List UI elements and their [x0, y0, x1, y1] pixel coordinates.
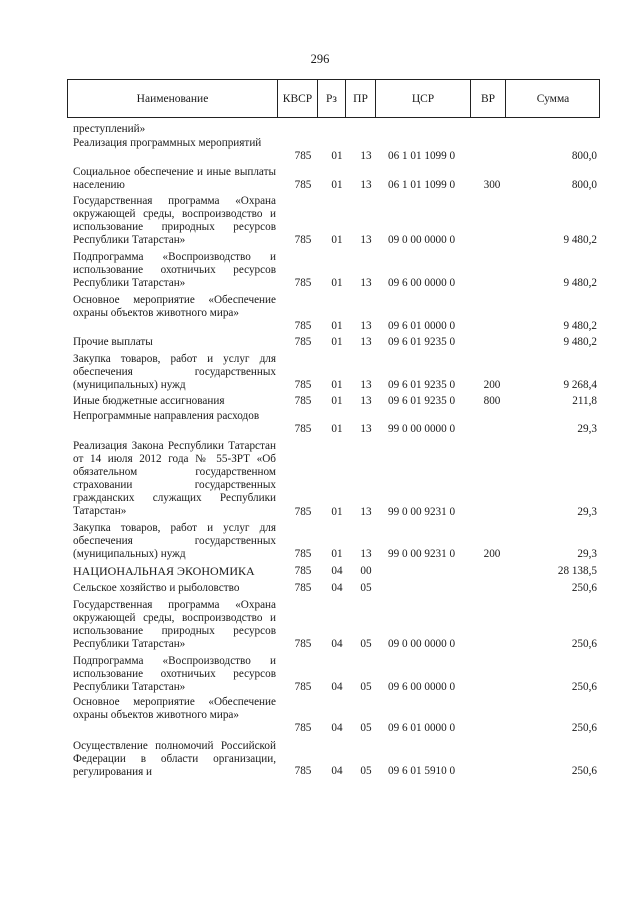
row-name: Закупка товаров, работ и услуг для обеспечения государственных (муниципальных) нужд	[73, 353, 276, 391]
row-kvsr: 785	[294, 638, 312, 650]
row-name: Основное мероприятие «Обеспечение охраны объектов животного мира»	[73, 294, 276, 319]
row-csr: 09 6 01 9235 0	[388, 379, 456, 391]
row-name: Иные бюджетные ассигнования	[73, 395, 225, 407]
row-kvsr: 785	[294, 765, 312, 777]
row-rz: 01	[331, 395, 343, 407]
header-csr: ЦСР	[376, 80, 471, 117]
row-kvsr: 785	[294, 582, 312, 594]
row-kvsr: 785	[294, 506, 312, 518]
row-sum: 29,3	[577, 423, 597, 435]
row-csr: 09 0 00 0000 0	[388, 234, 456, 246]
header-kvsr: КВСР	[278, 80, 318, 117]
row-csr: 06 1 01 1099 0	[388, 150, 456, 162]
row-name: Государственная программа «Охрана окружающей среды, воспроизводство и использование природных ресурсов Республики Татарстан»	[73, 599, 276, 650]
row-kvsr: 785	[294, 379, 312, 391]
row-rz: 04	[331, 765, 343, 777]
row-csr: 09 6 01 9235 0	[388, 395, 456, 407]
row-vr: 300	[483, 179, 501, 191]
row-name: Реализация программных мероприятий	[73, 137, 262, 149]
row-csr: 99 0 00 0000 0	[388, 423, 456, 435]
row-vr: 200	[483, 379, 501, 391]
row-sum: 800,0	[571, 150, 597, 162]
row-sum: 9 480,2	[563, 277, 597, 289]
page-number: 296	[310, 52, 330, 66]
row-name: Государственная программа «Охрана окружающей среды, воспроизводство и использование природных ресурсов Республики Татарстан»	[73, 195, 276, 246]
row-vr: 200	[483, 548, 501, 560]
row-pr: 13	[360, 506, 372, 518]
row-name: Подпрограмма «Воспроизводство и использование охотничьих ресурсов Республики Татарстан»	[73, 655, 276, 693]
row-kvsr: 785	[294, 277, 312, 289]
row-sum: 29,3	[577, 548, 597, 560]
row-pr: 13	[360, 277, 372, 289]
row-pr: 13	[360, 336, 372, 348]
row-name: преступлений»	[73, 123, 146, 135]
row-csr: 09 6 00 0000 0	[388, 681, 456, 693]
row-rz: 01	[331, 179, 343, 191]
row-kvsr: 785	[294, 150, 312, 162]
row-csr: 09 6 01 0000 0	[388, 320, 456, 332]
row-name: Подпрограмма «Воспроизводство и использование охотничьих ресурсов Республики Татарстан»	[73, 251, 276, 289]
header-rz: Рз	[318, 80, 346, 117]
row-kvsr: 785	[294, 336, 312, 348]
row-csr: 09 6 01 9235 0	[388, 336, 456, 348]
row-rz: 01	[331, 548, 343, 560]
row-csr: 06 1 01 1099 0	[388, 179, 456, 191]
row-kvsr: 785	[294, 423, 312, 435]
row-name: Реализация Закона Республики Татарстан от 14 июля 2012 года № 55-ЗРТ «Об обязательном государственном страховании государственных гражданских служащих Республики Татарстан»	[73, 440, 276, 517]
row-rz: 01	[331, 234, 343, 246]
header-vr: ВР	[471, 80, 506, 117]
row-name: НАЦИОНАЛЬНАЯ ЭКОНОМИКА	[73, 564, 255, 578]
row-kvsr: 785	[294, 320, 312, 332]
row-name: Основное мероприятие «Обеспечение охраны объектов животного мира»	[73, 696, 276, 721]
row-pr: 13	[360, 379, 372, 391]
row-sum: 250,6	[571, 582, 597, 594]
table-header	[67, 79, 600, 118]
row-name: Осуществление полномочий Российской Федерации в области организации, регулирования и	[73, 740, 276, 778]
row-pr: 13	[360, 423, 372, 435]
row-rz: 01	[331, 336, 343, 348]
row-csr: 99 0 00 9231 0	[388, 548, 456, 560]
row-kvsr: 785	[294, 681, 312, 693]
row-csr: 09 6 01 5910 0	[388, 765, 456, 777]
row-csr: 09 6 01 0000 0	[388, 722, 456, 734]
row-kvsr: 785	[294, 548, 312, 560]
row-sum: 9 480,2	[563, 320, 597, 332]
row-csr: 09 0 00 0000 0	[388, 638, 456, 650]
row-rz: 01	[331, 320, 343, 332]
row-pr: 05	[360, 681, 372, 693]
row-pr: 05	[360, 638, 372, 650]
row-pr: 13	[360, 150, 372, 162]
row-rz: 01	[331, 150, 343, 162]
row-pr: 13	[360, 395, 372, 407]
row-sum: 250,6	[571, 681, 597, 693]
row-pr: 13	[360, 234, 372, 246]
row-rz: 04	[331, 722, 343, 734]
row-pr: 13	[360, 179, 372, 191]
header-sum: Сумма	[536, 92, 570, 105]
header-pr: ПР	[346, 80, 376, 117]
row-csr: 09 6 00 0000 0	[388, 277, 456, 289]
row-rz: 01	[331, 423, 343, 435]
row-name: Непрограммные направления расходов	[73, 410, 260, 422]
row-kvsr: 785	[294, 179, 312, 191]
row-sum: 9 480,2	[563, 234, 597, 246]
row-rz: 01	[331, 506, 343, 518]
row-pr: 05	[360, 722, 372, 734]
row-sum: 211,8	[572, 395, 597, 407]
row-sum: 250,6	[571, 765, 597, 777]
row-sum: 29,3	[577, 506, 597, 518]
row-kvsr: 785	[294, 395, 312, 407]
row-sum: 250,6	[571, 722, 597, 734]
row-sum: 800,0	[571, 179, 597, 191]
row-sum: 9 480,2	[563, 336, 597, 348]
row-name: Сельское хозяйство и рыболовство	[73, 582, 240, 594]
row-rz: 01	[331, 277, 343, 289]
row-pr: 13	[360, 320, 372, 332]
row-pr: 05	[360, 765, 372, 777]
row-rz: 04	[331, 582, 343, 594]
row-pr: 13	[360, 548, 372, 560]
row-pr: 00	[360, 565, 372, 577]
row-rz: 04	[331, 638, 343, 650]
row-vr: 800	[483, 395, 501, 407]
row-name: Прочие выплаты	[73, 336, 153, 348]
row-rz: 04	[331, 565, 343, 577]
row-name: Закупка товаров, работ и услуг для обеспечения государственных (муниципальных) нужд	[73, 522, 276, 560]
row-kvsr: 785	[294, 565, 312, 577]
header-name: Наименование	[68, 80, 278, 117]
row-sum: 9 268,4	[563, 379, 597, 391]
row-name: Социальное обеспечение и иные выплаты населению	[73, 166, 276, 191]
row-kvsr: 785	[294, 722, 312, 734]
row-rz: 04	[331, 681, 343, 693]
row-rz: 01	[331, 379, 343, 391]
row-csr: 99 0 00 9231 0	[388, 506, 456, 518]
row-kvsr: 785	[294, 234, 312, 246]
row-sum: 250,6	[571, 638, 597, 650]
row-pr: 05	[360, 582, 372, 594]
row-sum: 28 138,5	[557, 565, 597, 577]
